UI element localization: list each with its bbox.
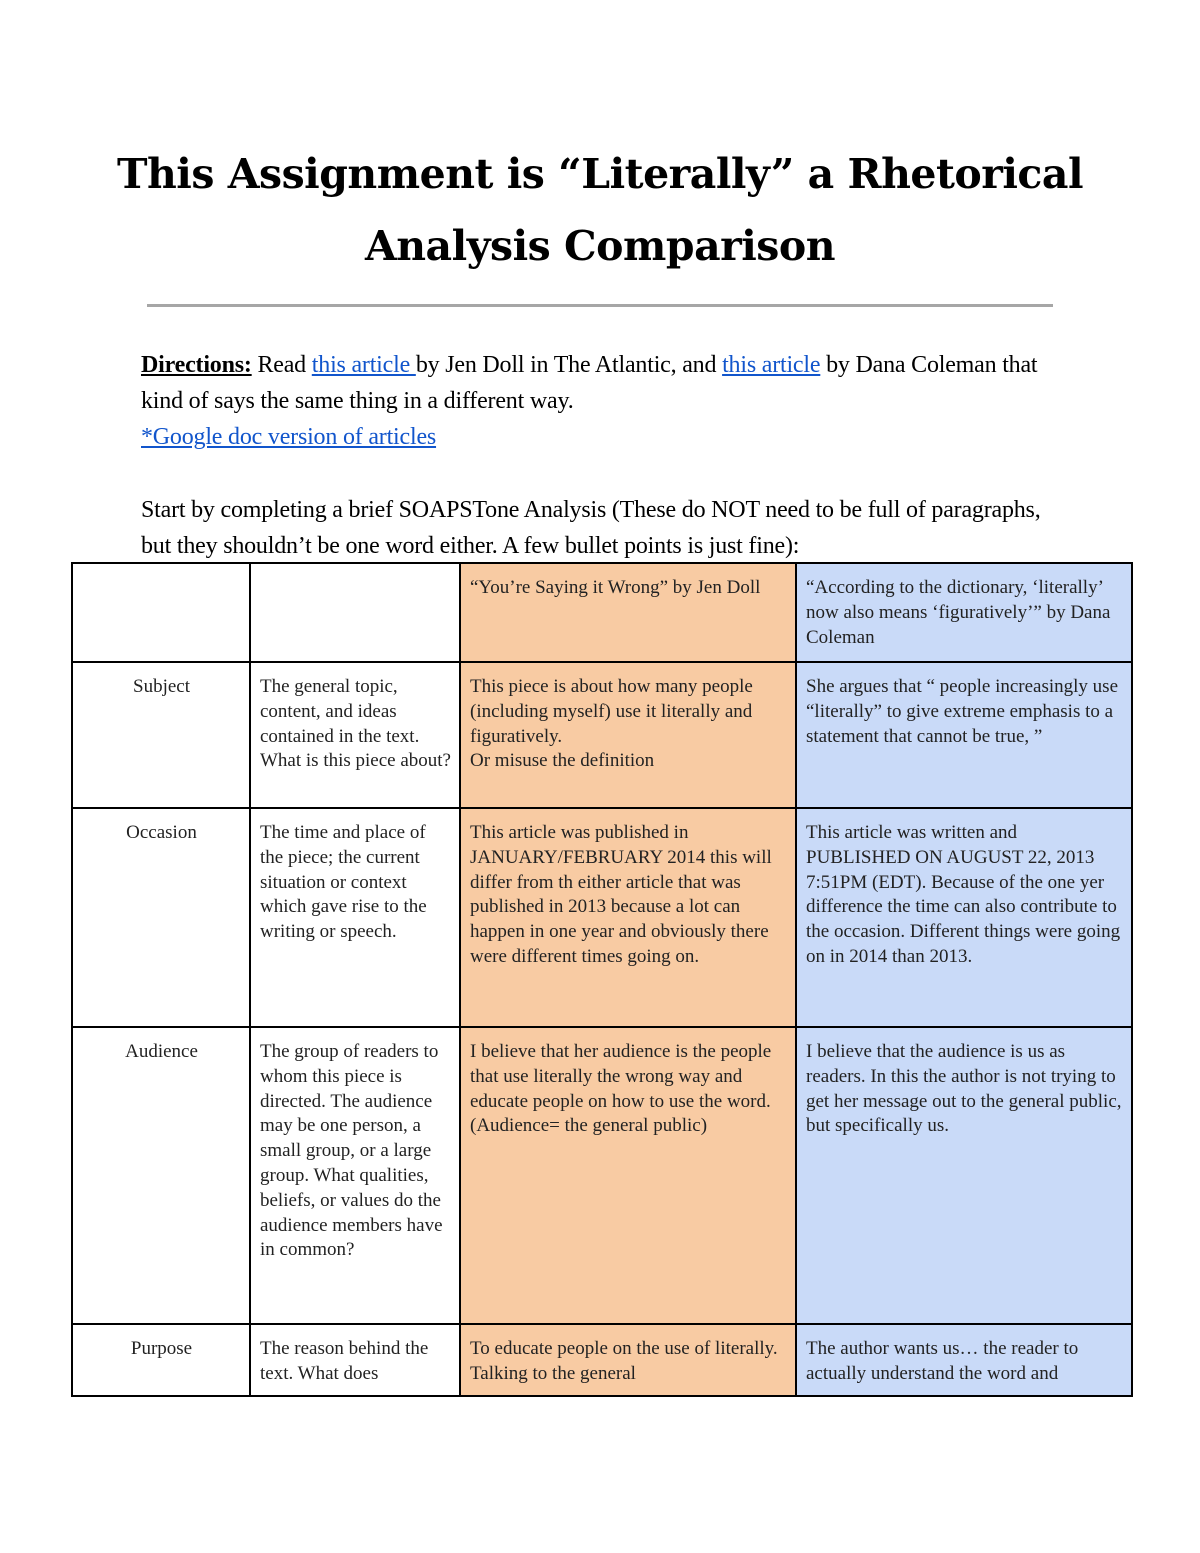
row-desc-occasion: The time and place of the piece; the current situation or context which gave rise to the writing or speech. [250,808,460,1027]
directions-text-1: by Jen Doll in The Atlantic, and [415,352,723,378]
document-title [100,138,1100,282]
directions-text-2: by Dana Coleman that kind of says the same thing in a different way. [141,352,1038,414]
title-line-1: This Assignment is “Literally” a Rhetorical [116,150,1084,198]
instructions-paragraph: Start by completing a brief SOAPSTone Analysis (These do NOT need to be full of paragraphs, but they shouldn’t be one word either. A few bullet points is just fine): [141,497,1041,559]
article-link-coleman[interactable]: this article [722,352,821,378]
row-doll-subject [460,662,796,808]
row-coleman-subject: She argues that “ people increasingly use “literally” to give extreme emphasis to a statement that cannot be true, ” [796,662,1132,808]
row-coleman-purpose: The author wants us… the reader to actually understand the word and [796,1324,1132,1396]
directions-label: Directions: [141,352,252,378]
table-row-audience [72,1027,1132,1324]
directions-paragraph [141,347,1061,455]
table-row-subject [72,662,1132,808]
title-line-2: Analysis Comparison [364,222,836,270]
row-label-occasion: Occasion [72,808,250,1027]
table-row-purpose [72,1324,1132,1396]
table-row-occasion [72,808,1132,1027]
doll-subject-line2: Or misuse the definition [470,750,655,772]
google-doc-link[interactable]: *Google doc version of articles [141,424,437,450]
article-link-doll[interactable]: this article [311,352,416,378]
header-coleman-article: “According to the dictionary, ‘literally’ now also means ‘figuratively’” by Dana Coleman [796,563,1132,662]
row-desc-purpose: The reason behind the text. What does [250,1324,460,1396]
row-label-subject: Subject [72,662,250,808]
doll-subject-line1: This piece is about how many people (including myself) use it literally and figuratively. [470,676,753,747]
row-doll-occasion: This article was published in JANUARY/FEBRUARY 2014 this will differ from th either article that was published in 2013 because a lot can happen in one year and obviously there were different times going on. [460,808,796,1027]
header-empty-cell [250,563,460,662]
row-label-purpose: Purpose [72,1324,250,1396]
soapstone-table [71,562,1133,1397]
directions-read-text: Read [251,352,312,378]
row-label-audience: Audience [72,1027,250,1324]
row-doll-purpose: To educate people on the use of literally. Talking to the general [460,1324,796,1396]
header-doll-article: “You’re Saying it Wrong” by Jen Doll [460,563,796,662]
table-header-row [72,563,1132,662]
row-desc-subject: The general topic, content, and ideas contained in the text. What is this piece about? [250,662,460,808]
row-desc-audience: The group of readers to whom this piece is directed. The audience may be one person, a small group, or a large group. What qualities, beliefs, or values do the audience members have in common? [250,1027,460,1324]
header-empty-cell [72,563,250,662]
row-doll-audience: I believe that her audience is the people that use literally the wrong way and educate people on how to use the word. (Audience= the general public) [460,1027,796,1324]
row-coleman-audience: I believe that the audience is us as readers. In this the author is not trying to get her message out to the general public, but specifically us. [796,1027,1132,1324]
horizontal-divider [147,304,1053,307]
row-coleman-occasion: This article was written and PUBLISHED ON AUGUST 22, 2013 7:51PM (EDT). Because of the one yer difference the time can also contribute to the occasion. Different things were going on in 2014 than 2013. [796,808,1132,1027]
